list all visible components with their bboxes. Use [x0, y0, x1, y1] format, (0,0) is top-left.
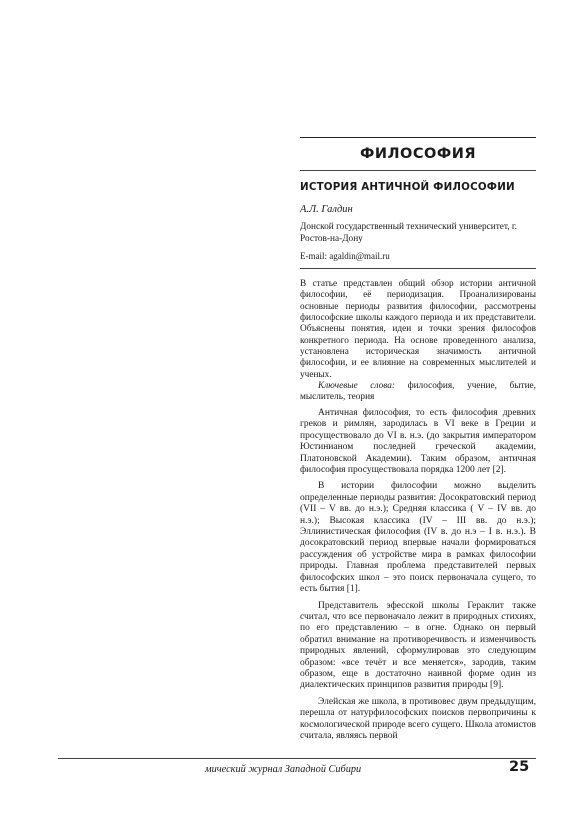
section-heading: ФИЛОСОФИЯ [359, 146, 477, 162]
section-rule [300, 170, 536, 171]
body-paragraph: Представитель эфесской школы Гераклит также считал, что все первоначало лежит в природных стихиях, по его представлению – в огне. Однако он первый обратил внимание на противоречивость и изменчивость природных явлений, сформулировав это следующим образом: «все течёт и все меняется», зародив, таким образом, еще в достаточно наивной форме один из диалектических принципов развития природы [9]. [300, 600, 536, 691]
top-rule [300, 137, 536, 138]
keywords-list: философия, учение, бытие, мыслитель, теория [300, 381, 536, 403]
abstract-text: В статье представлен общий обзор истории античной философии, её периодизация. Проанализированы основные периоды развития философии, рассмотрены философские школы каждого периода и их представители. Объяснены понятия, идеи и точки зрения философов конкретного периода. На основе проведенного анализа, установлена историческая значимость античной философии, и ее влияние на современных мыслителей и ученых. [300, 279, 536, 380]
keywords [300, 381, 536, 404]
body-paragraph: В истории философии можно выделить определенные периоды развития: Досократовский период (VII – V вв. до н.э.); Средняя классика ( V – IV вв. до н.э.); Высокая классика (IV – III вв. до н.э.); Эллинистическая философия (IV в. до н.э – I в. н.э.). В досократовский период впервые начали формироваться рассуждения об устройстве мира в рамках философии природы. Главная проблема представителей первых философских школ – это поиск первоначала сущего, то есть бытия [1]. [300, 481, 536, 595]
author-affiliation: Донской государственный технический университет, г. Ростов-на-Дону [300, 222, 517, 244]
body-paragraph: Элейская же школа, в противовес двум предыдущим, перешла от натурфилософских поисков первопричины к космологической природе всего сущего. Школа атомистов считала, являясь первой [300, 696, 536, 741]
article-body [300, 408, 536, 747]
author-email: E-mail: agaldin@mail.ru [300, 251, 390, 261]
keywords-label: Ключевые слова: [318, 381, 395, 392]
journal-name: мический журнал Западной Сибири [205, 764, 362, 775]
author-name: А.Л. Галдин [300, 204, 353, 215]
abstract-rule [300, 268, 536, 269]
article-title: ИСТОРИЯ АНТИЧНОЙ ФИЛОСОФИИ [300, 181, 515, 193]
body-paragraph: Античная философия, то есть философия древних греков и римлян, зародилась в VI веке в Греции и просуществовало до VI в. н.э. (до закрытия императором Юстинианом последней греческой академии, Платоновской Академии). Таким образом, античная философия просуществовала порядка 1200 лет [2]. [300, 408, 536, 476]
abstract [300, 279, 536, 404]
page-number: 25 [509, 759, 530, 775]
footer-rule [58, 758, 536, 759]
